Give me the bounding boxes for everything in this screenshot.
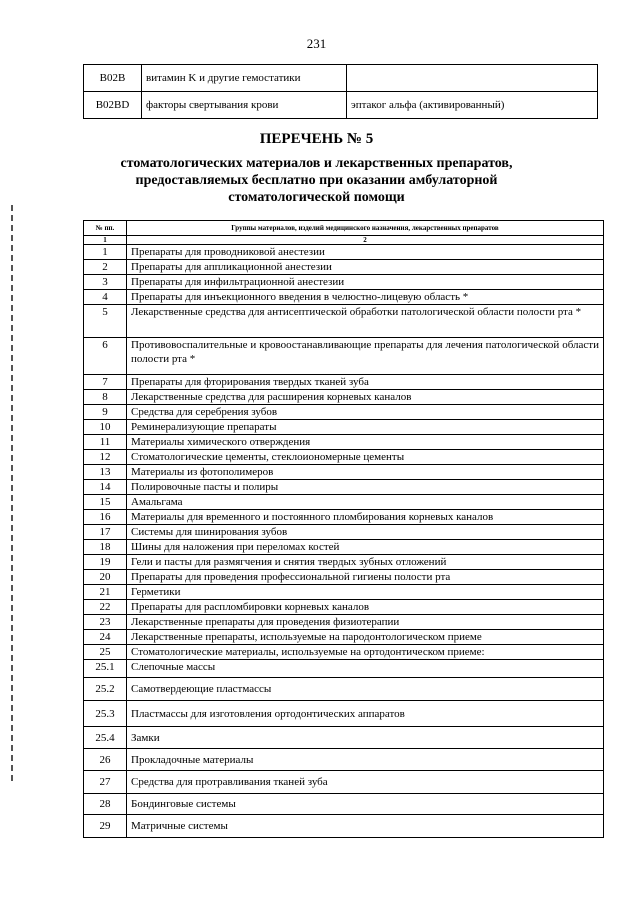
header-number: № пп. bbox=[84, 221, 127, 236]
row-text: Лекарственные средства для расширения корневых каналов bbox=[127, 390, 604, 405]
page-number: 231 bbox=[306, 36, 327, 51]
row-number: 13 bbox=[84, 465, 127, 480]
row-text: Материалы для временного и постоянного пломбирования корневых каналов bbox=[127, 510, 604, 525]
table-row bbox=[84, 660, 604, 678]
row-number: 4 bbox=[84, 290, 127, 305]
table-row bbox=[84, 65, 598, 92]
table-row bbox=[84, 305, 604, 338]
row-number: 26 bbox=[84, 749, 127, 771]
row-text: Бондинговые системы bbox=[127, 794, 604, 815]
row-number: 23 bbox=[84, 615, 127, 630]
row-number: 18 bbox=[84, 540, 127, 555]
row-number: 8 bbox=[84, 390, 127, 405]
row-text: Препараты для инъекционного введения в челюстно-лицевую область * bbox=[127, 290, 604, 305]
column-number: 1 bbox=[84, 236, 127, 245]
row-number: 6 bbox=[84, 338, 127, 375]
drug-name: эптаког альфа (активированный) bbox=[347, 92, 598, 119]
table-row bbox=[84, 678, 604, 701]
row-number: 15 bbox=[84, 495, 127, 510]
table-row bbox=[84, 405, 604, 420]
row-text: Лекарственные средства для антисептической обработки патологической области полости рта * bbox=[127, 305, 604, 338]
row-text: Слепочные массы bbox=[127, 660, 604, 678]
table-row bbox=[84, 260, 604, 275]
row-number: 29 bbox=[84, 815, 127, 838]
table-row bbox=[84, 92, 598, 119]
table-header-row bbox=[84, 221, 604, 236]
atc-code: B02B bbox=[84, 65, 142, 92]
column-number: 2 bbox=[127, 236, 604, 245]
row-number: 10 bbox=[84, 420, 127, 435]
row-number: 7 bbox=[84, 375, 127, 390]
table-row bbox=[84, 450, 604, 465]
column-numbers-row bbox=[84, 236, 604, 245]
row-number: 17 bbox=[84, 525, 127, 540]
row-text: Реминерализующие препараты bbox=[127, 420, 604, 435]
row-text: Системы для шинирования зубов bbox=[127, 525, 604, 540]
table-row bbox=[84, 570, 604, 585]
table-row bbox=[84, 465, 604, 480]
row-text: Герметики bbox=[127, 585, 604, 600]
row-number: 21 bbox=[84, 585, 127, 600]
row-text: Препараты для проведения профессиональной гигиены полости рта bbox=[127, 570, 604, 585]
row-number: 5 bbox=[84, 305, 127, 338]
list-subtitle bbox=[0, 155, 633, 206]
row-text: Стоматологические цементы, стеклоиономерные цементы bbox=[127, 450, 604, 465]
row-text: Средства для серебрения зубов bbox=[127, 405, 604, 420]
row-number: 19 bbox=[84, 555, 127, 570]
row-text: Препараты для распломбировки корневых каналов bbox=[127, 600, 604, 615]
subtitle-line: предоставляемых бесплатно при оказании амбулаторной bbox=[135, 173, 498, 188]
table-row bbox=[84, 701, 604, 727]
header-groups: Группы материалов, изделий медицинского назначения, лекарственных препаратов bbox=[127, 221, 604, 236]
row-number: 25.4 bbox=[84, 727, 127, 749]
atc-group: витамин K и другие гемостатики bbox=[142, 65, 347, 92]
row-number: 16 bbox=[84, 510, 127, 525]
row-text: Прокладочные материалы bbox=[127, 749, 604, 771]
row-number: 22 bbox=[84, 600, 127, 615]
materials-table bbox=[83, 220, 604, 838]
row-text: Материалы химического отверждения bbox=[127, 435, 604, 450]
row-text: Лекарственные препараты, используемые на пародонтологическом приеме bbox=[127, 630, 604, 645]
row-text: Самотвердеющие пластмассы bbox=[127, 678, 604, 701]
drug-name bbox=[347, 65, 598, 92]
table-row bbox=[84, 600, 604, 615]
row-text: Противовоспалительные и кровоостанавливающие препараты для лечения патологической области полости рта * bbox=[127, 338, 604, 375]
table-row bbox=[84, 727, 604, 749]
row-text: Полировочные пасты и полиры bbox=[127, 480, 604, 495]
table-row bbox=[84, 615, 604, 630]
row-number: 27 bbox=[84, 771, 127, 794]
row-number: 24 bbox=[84, 630, 127, 645]
atc-group: факторы свертывания крови bbox=[142, 92, 347, 119]
row-text: Средства для протравливания тканей зуба bbox=[127, 771, 604, 794]
row-number: 2 bbox=[84, 260, 127, 275]
row-text: Гели и пасты для размягчения и снятия твердых зубных отложений bbox=[127, 555, 604, 570]
table-row bbox=[84, 435, 604, 450]
row-text: Препараты для фторирования твердых тканей зуба bbox=[127, 375, 604, 390]
row-number: 25.3 bbox=[84, 701, 127, 727]
list-title: ПЕРЕЧЕНЬ № 5 bbox=[259, 131, 374, 147]
row-number: 14 bbox=[84, 480, 127, 495]
row-text: Препараты для проводниковой анестезии bbox=[127, 245, 604, 260]
row-text: Пластмассы для изготовления ортодонтических аппаратов bbox=[127, 701, 604, 727]
table-row bbox=[84, 290, 604, 305]
row-text: Препараты для аппликационной анестезии bbox=[127, 260, 604, 275]
row-text: Стоматологические материалы, используемые на ортодонтическом приеме: bbox=[127, 645, 604, 660]
row-text: Шины для наложения при переломах костей bbox=[127, 540, 604, 555]
row-text: Амальгама bbox=[127, 495, 604, 510]
row-text: Материалы из фотополимеров bbox=[127, 465, 604, 480]
row-text: Препараты для инфильтрационной анестезии bbox=[127, 275, 604, 290]
table-row bbox=[84, 420, 604, 435]
table-row bbox=[84, 390, 604, 405]
row-number: 11 bbox=[84, 435, 127, 450]
table-row bbox=[84, 585, 604, 600]
table-row bbox=[84, 245, 604, 260]
table-row bbox=[84, 338, 604, 375]
table-row bbox=[84, 375, 604, 390]
scan-edge-line bbox=[11, 205, 13, 785]
table-row bbox=[84, 495, 604, 510]
row-number: 25 bbox=[84, 645, 127, 660]
table-row bbox=[84, 525, 604, 540]
table-row bbox=[84, 645, 604, 660]
table-row bbox=[84, 480, 604, 495]
table-row bbox=[84, 771, 604, 794]
continuation-table bbox=[83, 64, 598, 119]
row-text: Матричные системы bbox=[127, 815, 604, 838]
row-number: 25.2 bbox=[84, 678, 127, 701]
row-number: 25.1 bbox=[84, 660, 127, 678]
row-number: 9 bbox=[84, 405, 127, 420]
row-text: Лекарственные препараты для проведения физиотерапии bbox=[127, 615, 604, 630]
table-row bbox=[84, 510, 604, 525]
table-row bbox=[84, 749, 604, 771]
table-row bbox=[84, 815, 604, 838]
row-number: 1 bbox=[84, 245, 127, 260]
atc-code: B02BD bbox=[84, 92, 142, 119]
row-text: Замки bbox=[127, 727, 604, 749]
table-row bbox=[84, 275, 604, 290]
table-row bbox=[84, 540, 604, 555]
table-row bbox=[84, 630, 604, 645]
row-number: 3 bbox=[84, 275, 127, 290]
table-row bbox=[84, 555, 604, 570]
subtitle-line: стоматологических материалов и лекарственных препаратов, bbox=[120, 156, 513, 171]
subtitle-line: стоматологической помощи bbox=[228, 190, 405, 205]
table-row bbox=[84, 794, 604, 815]
row-number: 12 bbox=[84, 450, 127, 465]
row-number: 20 bbox=[84, 570, 127, 585]
row-number: 28 bbox=[84, 794, 127, 815]
